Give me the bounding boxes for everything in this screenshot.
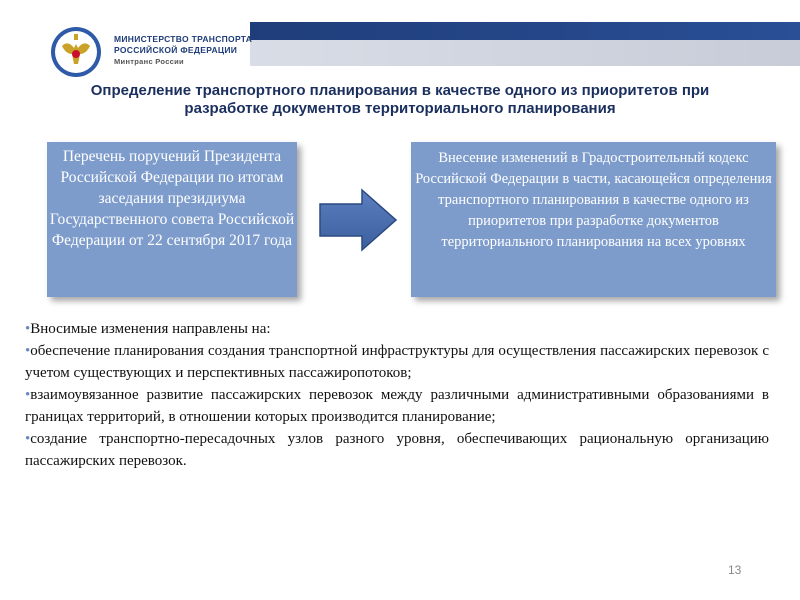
bullet-list <box>25 318 769 472</box>
arrow-right-icon <box>318 188 398 252</box>
page-number: 13 <box>728 563 742 577</box>
slide-title: Определение транспортного планирования в качестве одного из приоритетов при разработке документов территориального планирования <box>90 82 710 117</box>
ministry-line-1: МИНИСТЕРСТВО ТРАНСПОРТА <box>114 34 253 44</box>
list-item: • взаимоувязанное развитие пассажирских перевозок между различными административными образованиями в границах территорий, в отношении которых производится планирование; <box>25 384 769 428</box>
list-item: • Вносимые изменения направлены на: <box>25 318 769 340</box>
russian-coat-of-arms-icon <box>48 24 104 78</box>
header-light-stripe <box>245 40 800 66</box>
list-item: • создание транспортно-пересадочных узлов разного уровня, обеспечивающих рациональную организацию пассажирских перевозок. <box>25 428 769 472</box>
ministry-line-2: РОССИЙСКОЙ ФЕДЕРАЦИИ <box>114 45 238 55</box>
source-document-box: Перечень поручений Президента Российской Федерации по итогам заседания президиума Государственного совета Российской Федерации от 22 сентября 2017 года <box>47 142 297 297</box>
ministry-logo-text <box>114 34 264 67</box>
amendment-box: Внесение изменений в Градостроительный кодекс Российской Федерации в части, касающейся определения транспортного планирования в качестве одного из приоритетов при разработке документов территориального планирования на всех уровнях <box>411 142 776 297</box>
list-item: • обеспечение планирования создания транспортной инфраструктуры для осуществления пассажирских перевозок с учетом существующих и перспективных пассажиропотоков; <box>25 340 769 384</box>
ministry-short-name: Минтранс России <box>114 57 184 66</box>
